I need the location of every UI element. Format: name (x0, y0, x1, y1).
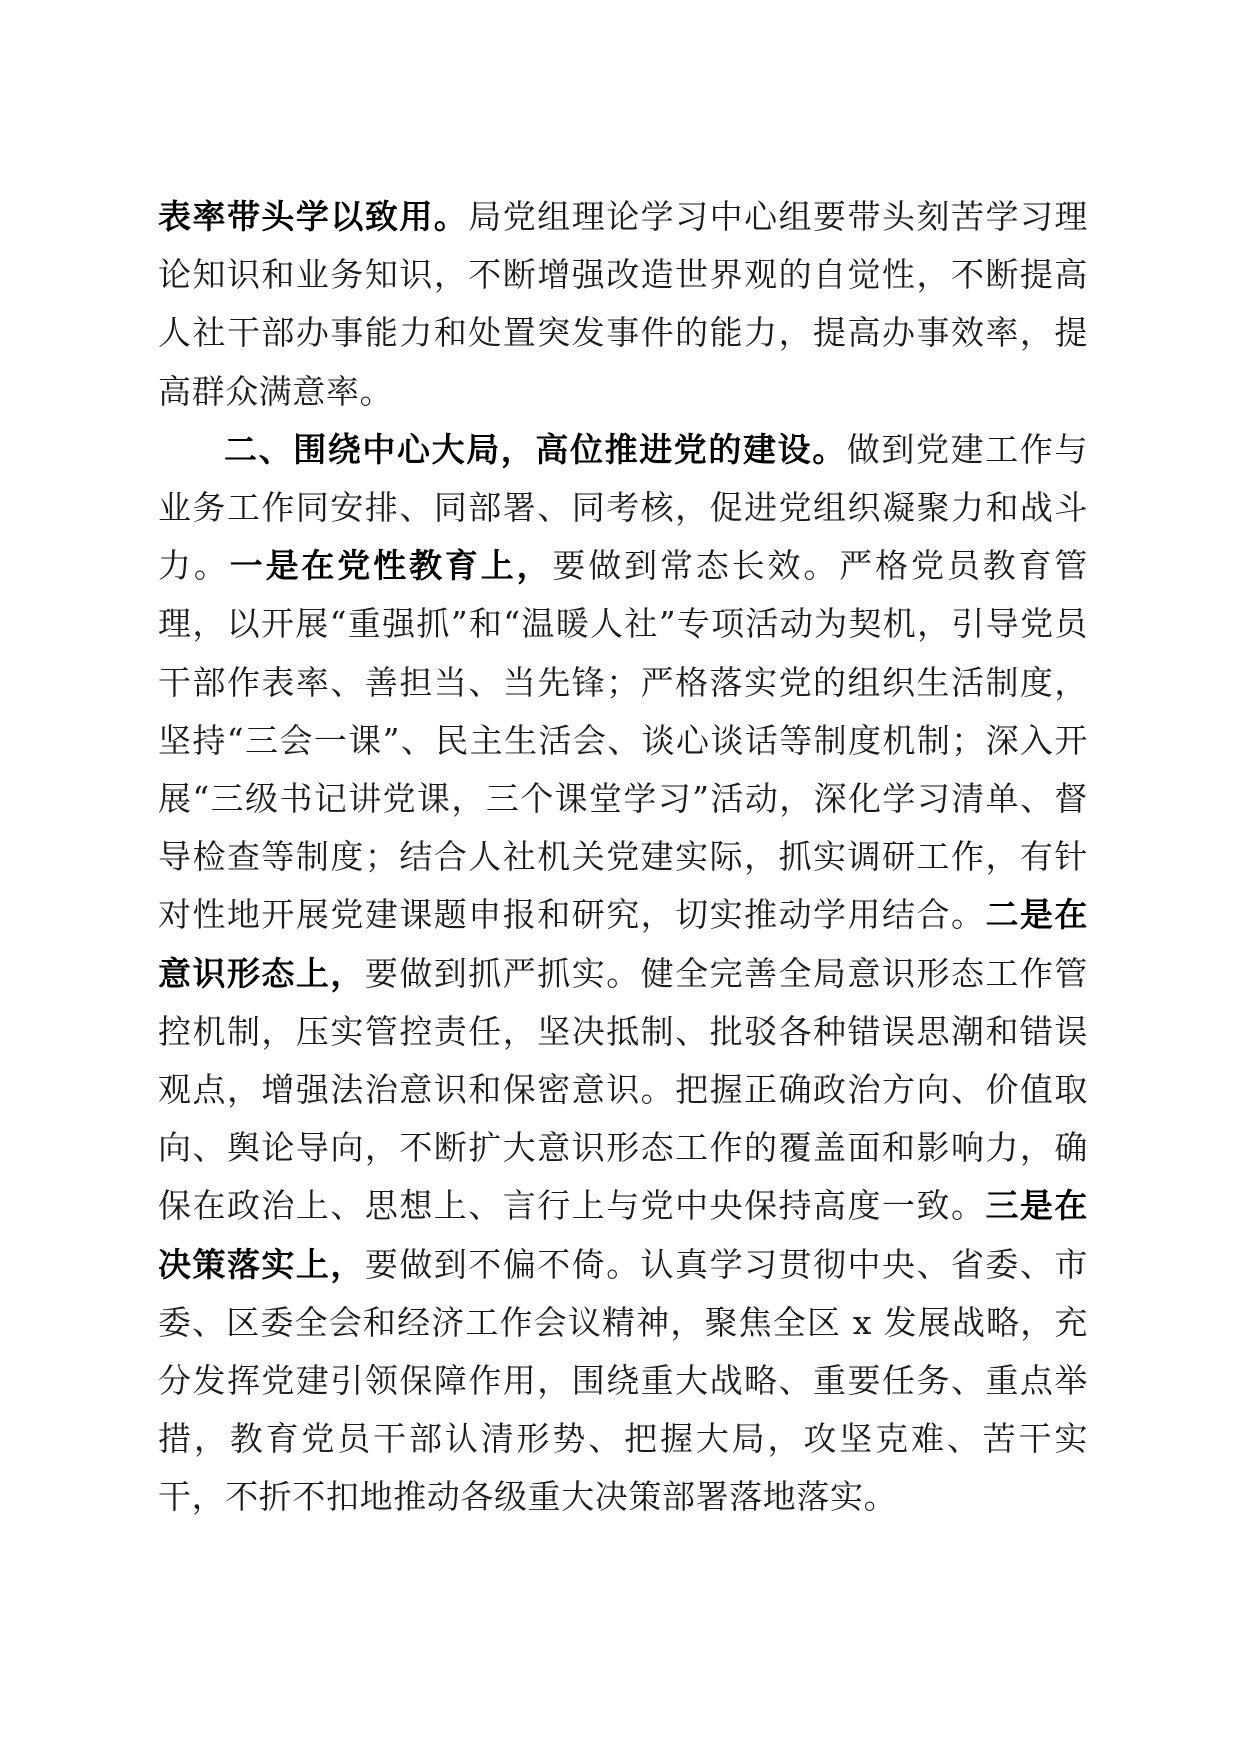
bold-run: 一是在党性教育上， (229, 546, 553, 586)
bold-run: 二是在意识形态上， (158, 895, 1088, 993)
document-body (158, 188, 1088, 1527)
bold-run: 表率带头学以致用。 (158, 197, 469, 236)
text-run: 要做到不偏不倚。认真学习贯彻中央、省委、市委、区委全会和经济工作会议精神，聚焦全区 x 发展战略，充分发挥党建引领保障作用，围绕重大战略、重要任务、重点举措，教育党员干部认清形势、把握大局，攻坚克难、苦干实干，不折不扣地推动各级重大决策部署落地落实。 (158, 1244, 1088, 1517)
text-run: 要做到常态长效。严格党员教育管理，以开展“重强抓”和“温暖人社”专项活动为契机，引导党员干部作表率、善担当、当先锋；严格落实党的组织生活制度，坚持“三会一课”、民主生活会、谈心谈话等制度机制；深入开展“三级书记讲党课，三个课堂学习”活动，深化学习清单、督导检查等制度；结合人社机关党建实际，抓实调研工作，有针对性地开展党建课题申报和研究，切实推动学用结合。 (158, 546, 1089, 935)
text-run: 局党组理论学习中心组要带头刻苦学习理论知识和业务知识，不断增强改造世界观的自觉性，不断提高人社干部办事能力和处置突发事件的能力，提高办事效率，提高群众满意率。 (158, 197, 1088, 411)
section-heading: 二、围绕中心大局，高位推进党的建设。 (224, 429, 847, 469)
text-run: 做到党建工作与业务工作同安排、同部署、同考核，促进党组织凝聚力和战斗力。 (158, 429, 1088, 586)
paragraph-2 (158, 421, 1088, 1527)
text-run: 要做到抓严抓实。健全完善全局意识形态工作管控机制，压实管控责任，坚决抵制、批驳各种错误思潮和错误观点，增强法治意识和保密意识。把握正确政治方向、价值取向、舆论导向，不断扩大意识形态工作的覆盖面和影响力，确保在政治上、思想上、言行上与党中央保持高度一致。 (158, 953, 1088, 1226)
paragraph-1 (158, 188, 1088, 421)
bold-run: 三是在决策落实上， (158, 1186, 1088, 1284)
